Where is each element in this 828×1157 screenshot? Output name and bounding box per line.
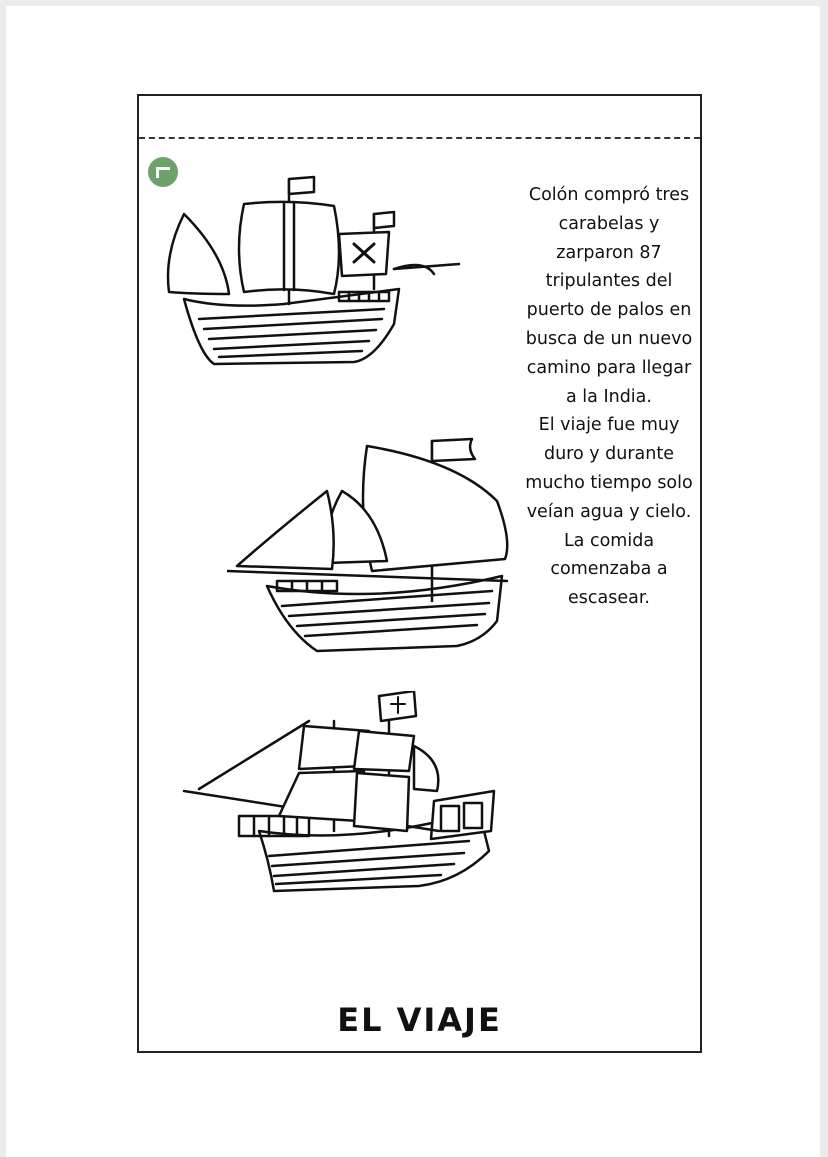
ship-2-icon — [227, 431, 517, 661]
cut-line-divider — [139, 137, 700, 139]
ship-1-icon — [164, 174, 464, 374]
story-paragraph-1: Colón compró tres carabelas y zarparon 87 tripulantes del puerto de palos en busca de un nuevo camino para llegar a la India. — [525, 185, 693, 407]
ship-3-icon — [179, 691, 509, 911]
worksheet-title: EL VIAJE — [337, 1001, 502, 1039]
story-text — [520, 181, 698, 613]
worksheet-frame — [137, 94, 702, 1053]
story-paragraph-2: El viaje fue muy duro y durante mucho tiempo solo veían agua y cielo. La comida comenzaba a escasear. — [525, 415, 693, 609]
page — [6, 6, 820, 1157]
